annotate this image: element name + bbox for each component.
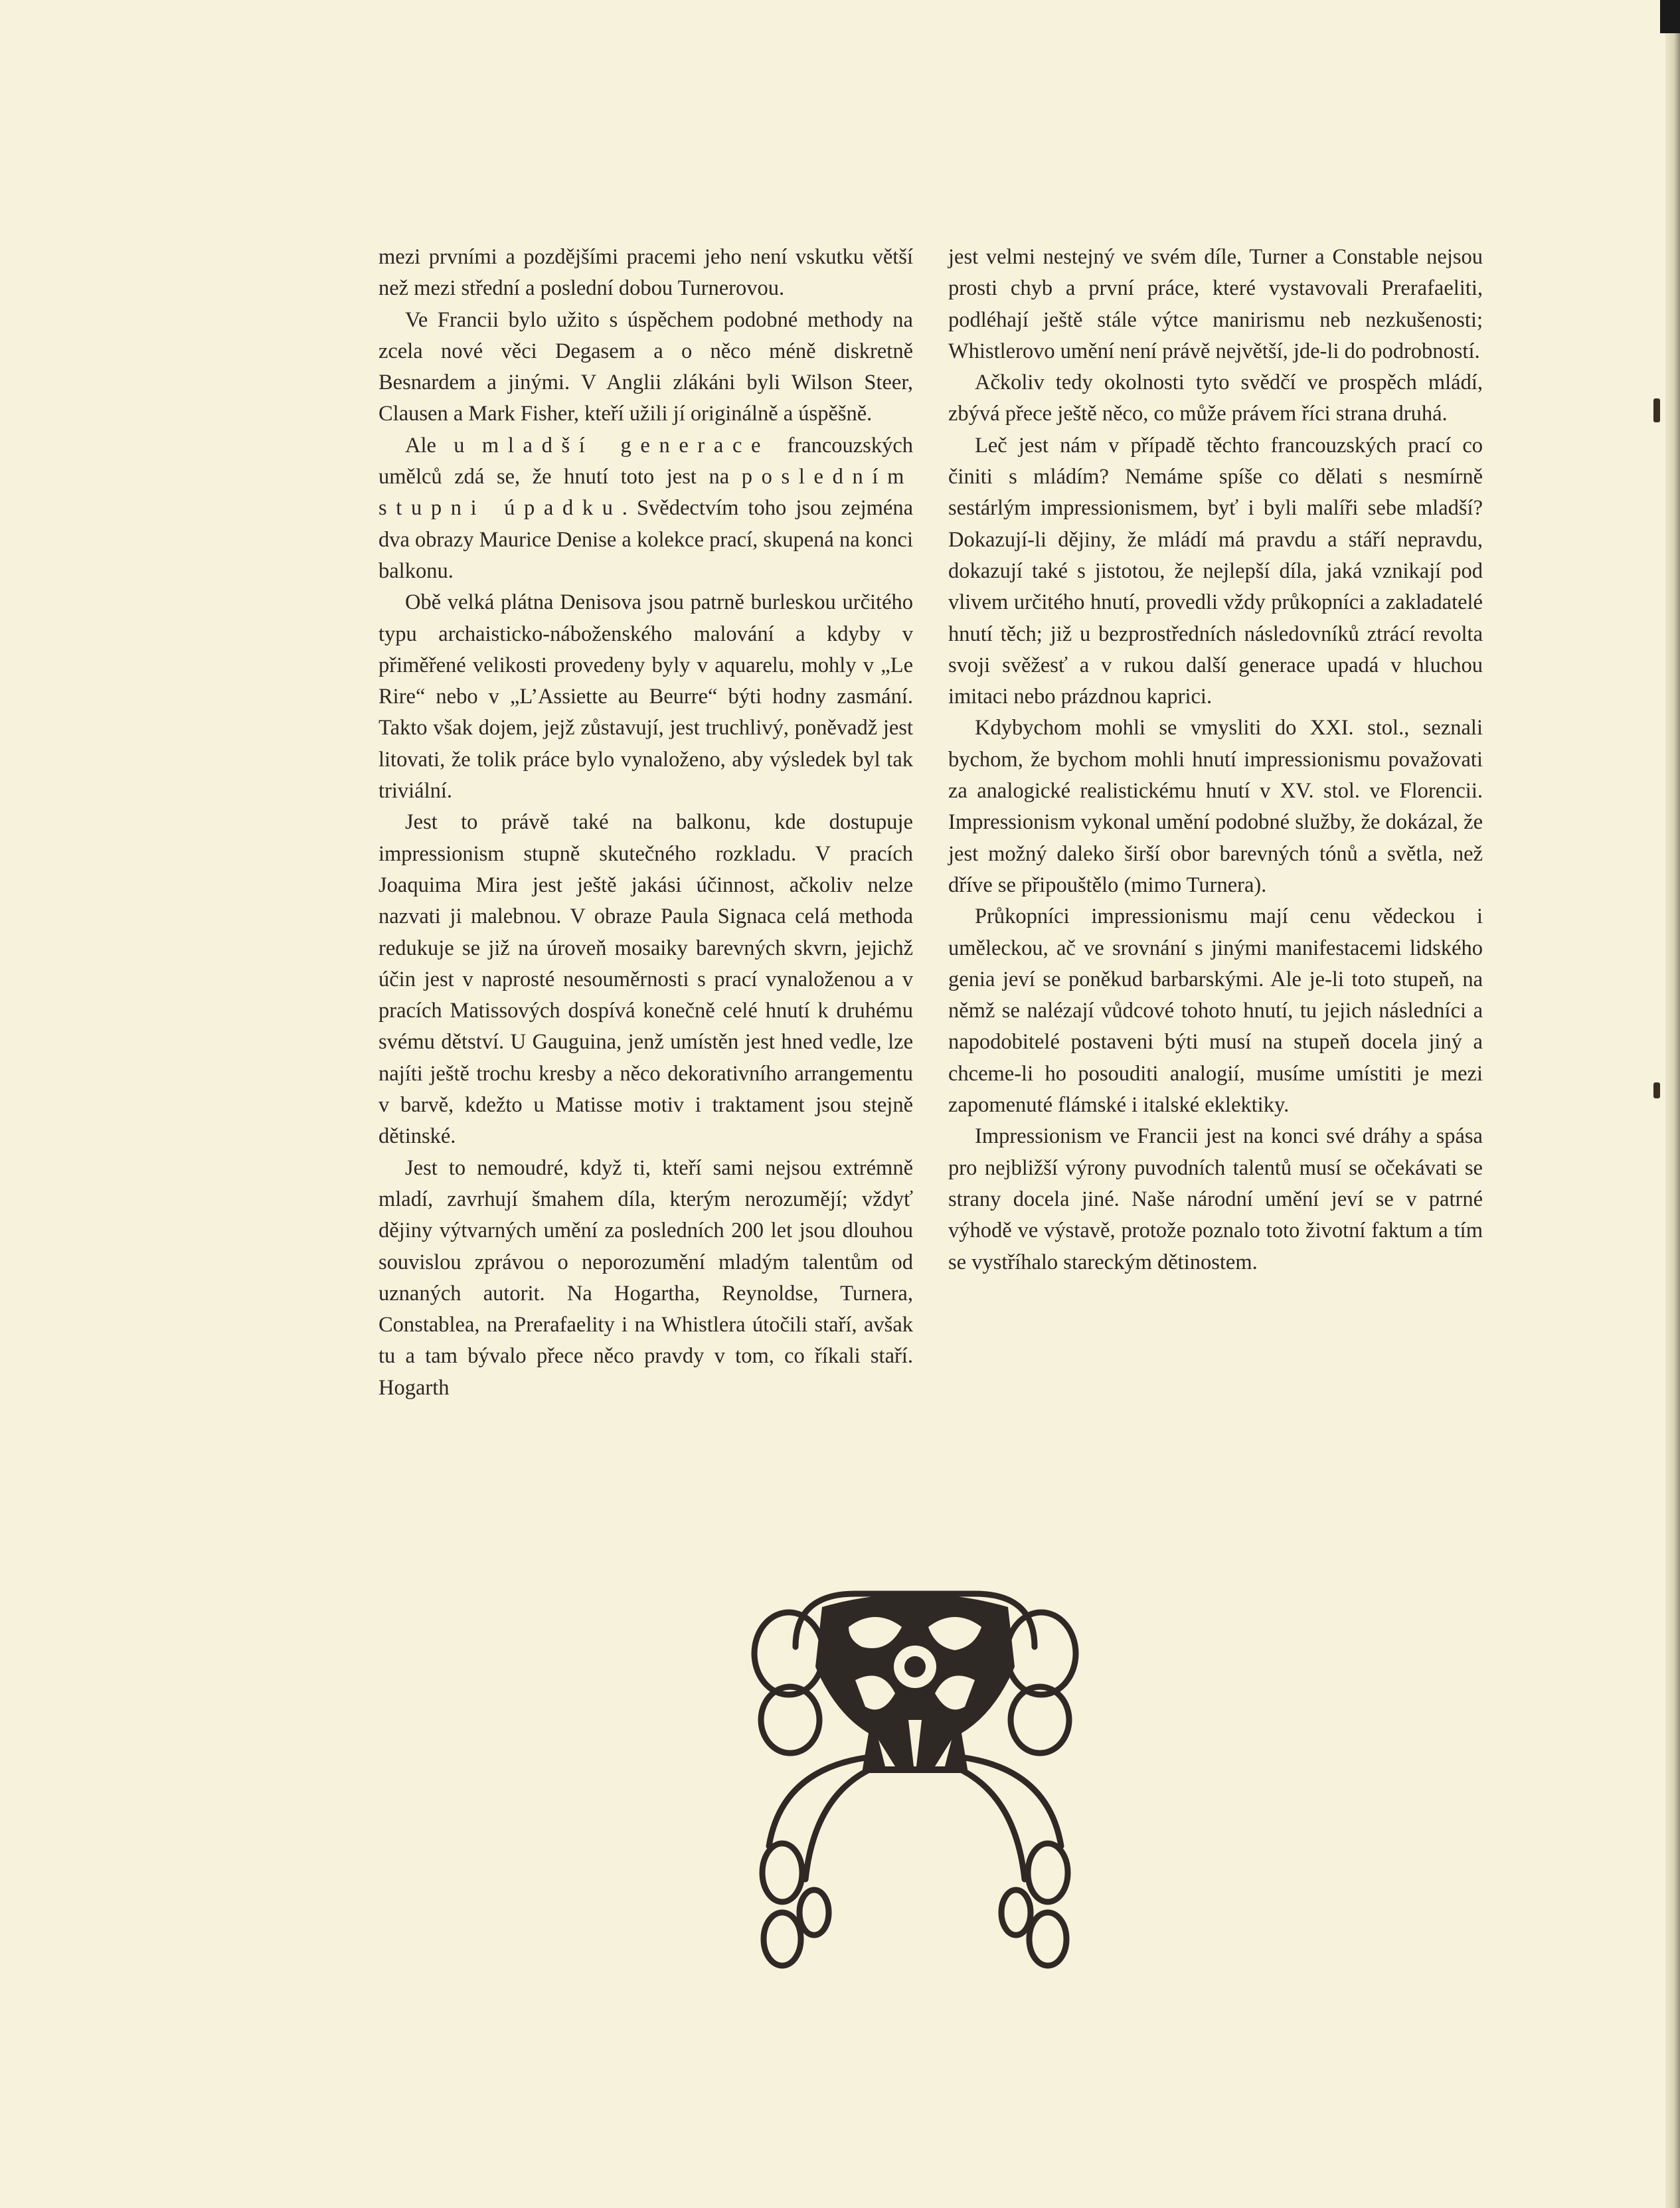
spaced-emphasis: posledním stupni úpadku xyxy=(378,465,913,521)
paragraph: Leč jest nám v případě těchto francouzských prací co činiti s mládím? Nemáme spíše co dělati s nesmírně sestárlým impressionismem, byť i byli malíři sebe mladší? Dokazují-li dějiny, že mládí má pravdu a stáří nepravdu, dokazují také s jistotou, že nejlepší díla, jaká vznikají pod vlivem určitého hnutí, provedli vždy průkopníci a zakladatelé hnutí těch; již u bezprostředních následovníků ztrácí revolta svoji svěžesť a v rukou další generace upadá v hluchou imitaci nebo prázdnou kaprici. xyxy=(948,433,1483,709)
paragraph xyxy=(378,430,913,587)
ornament-pendant xyxy=(1001,1890,1031,1935)
ornament-pendant xyxy=(762,1843,802,1902)
edge-mark xyxy=(1653,398,1660,422)
paragraph: Jest to právě také na balkonu, kde dostupuje impressionism stupně skutečného rozkladu. V pracích Joaquima Mira jest ještě jakási účinnost, ačkoliv nelze nazvati ji malebnou. V obraze Paula Signaca celá methoda redukuje se již na úroveň mosaiky barevných skvrn, jejichž účin jest v naprosté nesouměrnosti s prací vynaloženou a v pracích Matissových dospívá konečně celé hnutí k druhému svému dětství. U Gauguina, jenž umístěn jest hned vedle, lze najíti ještě trochu kresby a něco dekorativního arrangementu v barvě, kdežto u Matisse motiv i traktament jsou stejně dětinské. xyxy=(378,810,913,1149)
ornament-pendant xyxy=(764,1912,801,1966)
spaced-emphasis: mladší generace xyxy=(481,433,770,458)
paragraph: Obě velká plátna Denisova jsou patrně burleskou určitého typu archaisticko-náboženského malování a kdyby v přiměřené velikosti provedeny byly v aquarelu, mohly v „Le Rire“ nebo v „L’Assiette au Beurre“ býti hodny zasmání. Takto však dojem, jejž zůstavují, jest truchlivý, poněvadž jest litovati, že tolik práce bylo vynaloženo, aby výsledek byl tak triviální. xyxy=(378,590,913,804)
paragraph: jest velmi nestejný ve svém díle, Turner a Constable nejsou prosti chyb a první práce, které vystavovali Prerafaeliti, podléhají ještě stále výtce manirismu neb nezkušenosti; Whistlerovo umění není právě největší, jde-li do podrobností. xyxy=(948,245,1483,363)
ornament-tendril xyxy=(945,1763,1025,1879)
ornament-tendril xyxy=(805,1763,885,1879)
ornament-tendril xyxy=(769,1756,875,1846)
ornament-pendant xyxy=(1029,1912,1066,1966)
ornament-pendant xyxy=(799,1890,829,1935)
paragraph: Ve Francii bylo užito s úspěchem podobné methody na zcela nové věci Degasem a o něco méně diskretně Besnardem a jinými. V Anglii zlákáni byli Wilson Steer, Clausen a Mark Fisher, kteří užili jí originálně a úspěšně. xyxy=(378,307,913,426)
art-nouveau-ornament xyxy=(742,1567,1088,1992)
ornament-loop xyxy=(1007,1612,1076,1695)
ornament-tendril xyxy=(955,1756,1061,1846)
paragraph: Kdybychom mohli se vmysliti do XXI. stol., seznali bychom, že bychom mohli hnutí impressionismu považovati za analogické realistickému hnutí v XV. stol. ve Florencii. Impressionism vykonal umění podobné služby, že dokázal, že jest možný daleko širší obor barevných tónů a světla, než dříve se připouštělo (mimo Turnera). xyxy=(948,716,1483,897)
text-run: francouzských umělců zdá se, že hnutí toto jest na xyxy=(378,433,913,489)
paragraph: Průkopníci impressionismu mají cenu vědeckou i uměleckou, ač ve srovnání s jinými manifestacemi lidského genia jeví se poněkud barbarskými. Ale je-li toto stupeň, na němž se nalézají vůdcové tohoto hnutí, tu jejich následníci a napodobitelé postaveni býti musí na stupeň docela jiný a chceme-li ho posouditi analogií, musíme umístiti je mezi zapomenuté flámské i italské eklektiky. xyxy=(948,904,1483,1118)
edge-mark xyxy=(1653,1082,1660,1098)
paragraph: Ačkoliv tedy okolnosti tyto svědčí ve prospěch mládí, zbývá přece ještě něco, co může právem říci strana druhá. xyxy=(948,371,1483,426)
paragraph: mezi prvními a pozdějšími pracemi jeho není vskutku větší než mezi střední a poslední dobou Turnerovou. xyxy=(378,245,913,301)
page-corner-mark xyxy=(1660,0,1680,33)
page-edge xyxy=(1665,0,1680,2208)
right-column xyxy=(948,242,1483,1278)
text-run: Ale u xyxy=(405,433,482,458)
paragraph: Impressionism ve Francii jest na konci své dráhy a spása pro nejbližší výrony puvodních talentů musí se očekávati se strany docela jiné. Naše národní umění jeví se v patrné výhodě ve výstavě, protože poznalo toto životní faktum a tím se vystříhalo stareckým dětinostem. xyxy=(948,1124,1483,1274)
ornament-loop xyxy=(754,1612,823,1695)
paragraph: Jest to nemoudré, když ti, kteří sami nejsou extrémně mladí, zavrhují šmahem díla, kterým nerozumějí; vždyť dějiny výtvarných umění za posledních 200 let jsou dlouhou souvislou zprávou o neporozumění mladým talentům od uznaných autorit. Na Hogartha, Reynoldse, Turnera, Constablea, na Prerafaelity i na Whistlera útočili staří, avšak tu a tam bývalo přece něco pravdy v tom, co říkali staří. Hogarth xyxy=(378,1155,913,1400)
ornament-pendant xyxy=(1028,1843,1068,1902)
text-run: . Svědectvím toho jsou zejména dva obrazy Maurice Denise a kolekce prací, skupená na konci balkonu. xyxy=(378,496,913,583)
left-column xyxy=(378,242,913,1404)
ornament-dot xyxy=(904,1656,926,1677)
